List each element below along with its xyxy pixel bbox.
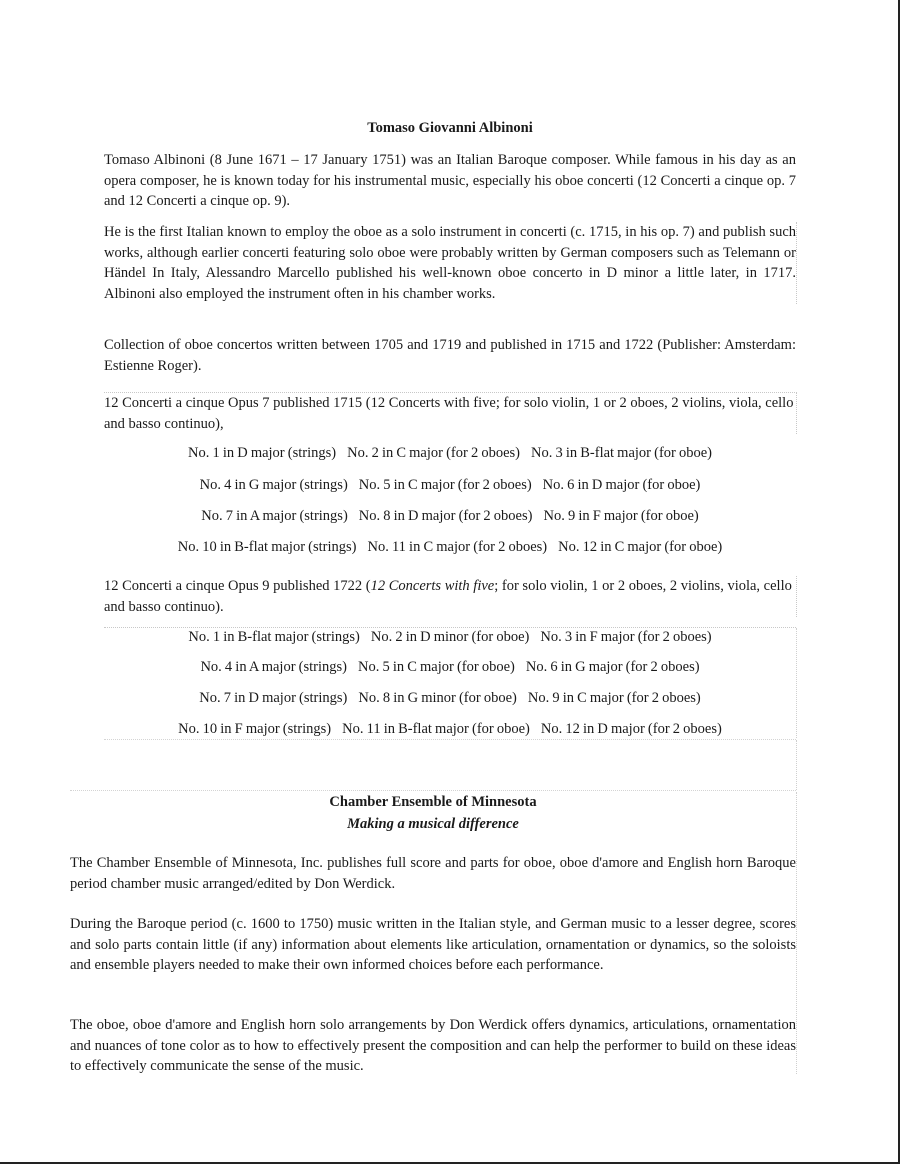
paragraph-ensemble: The Chamber Ensemble of Minnesota, Inc. publishes full score and parts for oboe, oboe d'amore and English horn Baroque period chamber music arranged/edited by Don Werdick. bbox=[70, 855, 796, 892]
opus9-item: No. 12 in D major (for 2 oboes) bbox=[540, 721, 722, 737]
section-subtitle: Making a musical difference bbox=[347, 816, 519, 832]
opus9-row-3 bbox=[104, 690, 796, 707]
opus9-heading-start: 12 Concerti a cinque Opus 9 published 1722 ( bbox=[104, 578, 371, 594]
paragraph-bio-text: Tomaso Albinoni (8 June 1671 – 17 January 1751) was an Italian Baroque composer. While famous in his day as an opera composer, he is known today for his instrumental music, especially his oboe concerti (12 Concerti a cinque op. 7 and 12 Concerti a cinque op. 9). bbox=[104, 152, 796, 209]
opus9-item: No. 8 in G minor (for oboe) bbox=[358, 690, 517, 706]
paragraph-oboe-text: He is the first Italian known to employ the oboe as a solo instrument in concerti (c. 1715, in his op. 7) and publish such works, although earlier concerti featuring solo oboe were probably written by German composers such as Telemann or Händel In Italy, Alessandro Marcello published his well-known oboe concerto in D minor a little later, in 1717. Albinoni also employed the instrument often in his chamber works. bbox=[104, 224, 796, 302]
opus9-box-edge bbox=[796, 628, 797, 738]
opus7-item: No. 7 in A major (strings) bbox=[201, 508, 348, 524]
paragraph-oboe bbox=[104, 222, 797, 304]
opus7-heading: 12 Concerti a cinque Opus 7 published 1715 (12 Concerts with five; for solo violin, 1 or 2 oboes, 2 violins, viola, cello and basso continuo), bbox=[104, 392, 797, 434]
paragraph-baroque: During the Baroque period (c. 1600 to 1750) music written in the Italian style, and German music to a lesser degree, scores and solo parts contain little (if any) information about elements like articulation, ornamentation or dynamics, so the soloists and ensemble players needed to make their own informed choices before each performance. bbox=[70, 916, 796, 973]
opus7-row-4 bbox=[104, 539, 796, 556]
opus7-row-1 bbox=[104, 445, 796, 462]
opus7-item: No. 2 in C major (for 2 oboes) bbox=[347, 445, 520, 461]
opus9-item: No. 11 in B-flat major (for oboe) bbox=[342, 721, 530, 737]
paragraph-collection-text: Collection of oboe concertos written between 1705 and 1719 and published in 1715 and 1722 (Publisher: Amsterdam: Estienne Roger). bbox=[104, 337, 796, 374]
opus9-item: No. 5 in C major (for oboe) bbox=[357, 659, 515, 675]
opus9-item: No. 2 in D minor (for oboe) bbox=[370, 629, 530, 645]
opus7-item: No. 10 in B-flat major (strings) bbox=[177, 539, 357, 555]
opus9-item: No. 6 in G major (for 2 oboes) bbox=[525, 659, 700, 675]
opus9-item: No. 4 in A major (strings) bbox=[200, 659, 347, 675]
paragraph-collection bbox=[104, 335, 796, 376]
opus7-row-2 bbox=[104, 477, 796, 494]
opus9-row-2 bbox=[104, 659, 796, 676]
opus7-item: No. 6 in D major (for oboe) bbox=[542, 477, 701, 493]
opus7-item: No. 12 in C major (for oboe) bbox=[558, 539, 723, 555]
opus9-item: No. 3 in F major (for 2 oboes) bbox=[540, 629, 712, 645]
opus9-heading-italic: 12 Concerts with five bbox=[370, 578, 495, 594]
opus9-item: No. 9 in C major (for 2 oboes) bbox=[527, 690, 701, 706]
opus9-item: No. 7 in D major (strings) bbox=[199, 690, 348, 706]
opus7-item: No. 5 in C major (for 2 oboes) bbox=[358, 477, 532, 493]
opus7-item: No. 11 in C major (for 2 oboes) bbox=[367, 539, 548, 555]
opus9-row-4 bbox=[104, 721, 796, 738]
opus9-item: No. 1 in B-flat major (strings) bbox=[188, 629, 360, 645]
opus7-item: No. 8 in D major (for 2 oboes) bbox=[358, 508, 533, 524]
opus7-item: No. 3 in B-flat major (for oboe) bbox=[530, 445, 713, 461]
paragraph-bio bbox=[104, 150, 796, 212]
opus9-item: No. 10 in F major (strings) bbox=[178, 721, 332, 737]
opus7-row-3 bbox=[104, 508, 796, 525]
divider-dotted bbox=[104, 739, 796, 740]
section2-box-edge bbox=[796, 792, 797, 1074]
paragraph-arrangements: The oboe, oboe d'amore and English horn solo arrangements by Don Werdick offers dynamics, articulations, ornamentation and nuances of tone color as to how to effectively present the composition and can help the performer to build on these ideas to effectively communicate the sense of the music. bbox=[70, 1017, 796, 1074]
divider-dotted-section2 bbox=[70, 790, 796, 791]
opus7-item: No. 4 in G major (strings) bbox=[199, 477, 348, 493]
opus9-row-1 bbox=[104, 627, 796, 646]
opus7-item: No. 1 in D major (strings) bbox=[187, 445, 337, 461]
section-title-albinoni: Tomaso Giovanni Albinoni bbox=[367, 120, 533, 136]
opus7-item: No. 9 in F major (for oboe) bbox=[543, 508, 699, 524]
divider-vertical bbox=[796, 740, 797, 790]
opus9-heading-end: ; for solo violin, 1 or 2 oboes, 2 violins, viola, cello and basso continuo). bbox=[104, 578, 792, 615]
opus9-heading bbox=[104, 576, 797, 617]
section-title-ensemble: Chamber Ensemble of Minnesota bbox=[329, 794, 537, 810]
